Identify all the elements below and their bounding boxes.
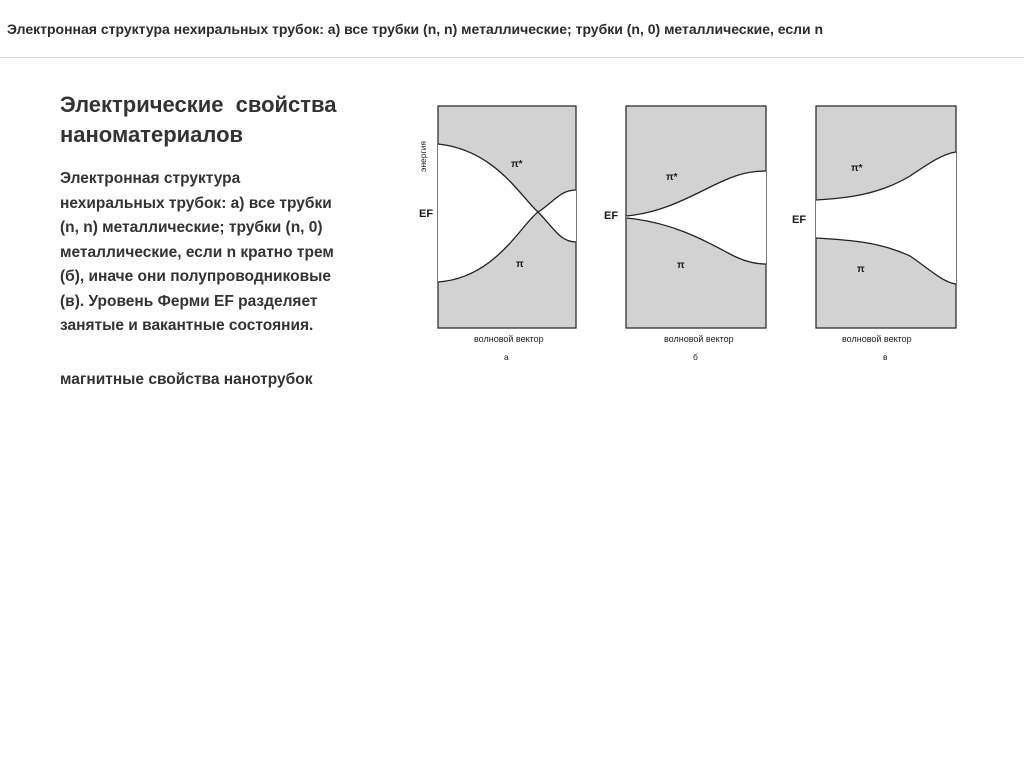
description-line: (в). Уровень Ферми EF разделяет [60,292,318,310]
band-label-pi-star-b: π* [666,172,678,183]
description-line: занятые и вакантные состояния. [60,317,314,334]
slide-heading [60,90,380,150]
heading-line-1: Электрические свойства [60,92,337,117]
description-paragraph [60,167,390,339]
band-label-pi-c: π [857,264,865,275]
panel-c [816,106,956,328]
band-structure-figure [400,92,960,382]
x-axis-label-c: волновой вектор [842,334,912,344]
x-axis-label-a: волновой вектор [474,334,544,344]
x-axis-label-b: волновой вектор [664,334,734,344]
description-line: металлические, если n кратно трем [60,243,334,261]
panel-letter-c: в [883,352,888,362]
description-line: (n, n) металлические; трубки (n, 0) [60,219,323,236]
panel-a [438,106,576,328]
description-line: (б), иначе они полупроводниковые [60,268,331,285]
fermi-level-label-c: EF [792,214,807,226]
slide-top-title: Электронная структура нехиральных трубок: а) все трубки (n, n) металлические; трубки (n, 0) металлические, если n [0,0,1024,58]
fermi-level-label-a: EF [419,208,434,220]
band-label-pi-b: π [677,260,685,271]
energy-axis-label: энергия [418,141,428,172]
magnetic-properties-text: магнитные свойства нанотрубок [60,371,313,388]
panel-letter-a: а [504,352,509,362]
fermi-level-label-b: EF [604,210,619,222]
panel-b [626,106,766,328]
description-line: нехиральных трубок: а) все трубки [60,194,332,212]
description-line: Электронная структура [60,170,241,187]
band-label-pi-a: π [516,259,524,270]
band-label-pi-star-c: π* [851,163,863,174]
panel-letter-b: б [693,352,698,362]
heading-line-2: наноматериалов [60,122,244,147]
band-label-pi-star-a: π* [511,159,523,170]
